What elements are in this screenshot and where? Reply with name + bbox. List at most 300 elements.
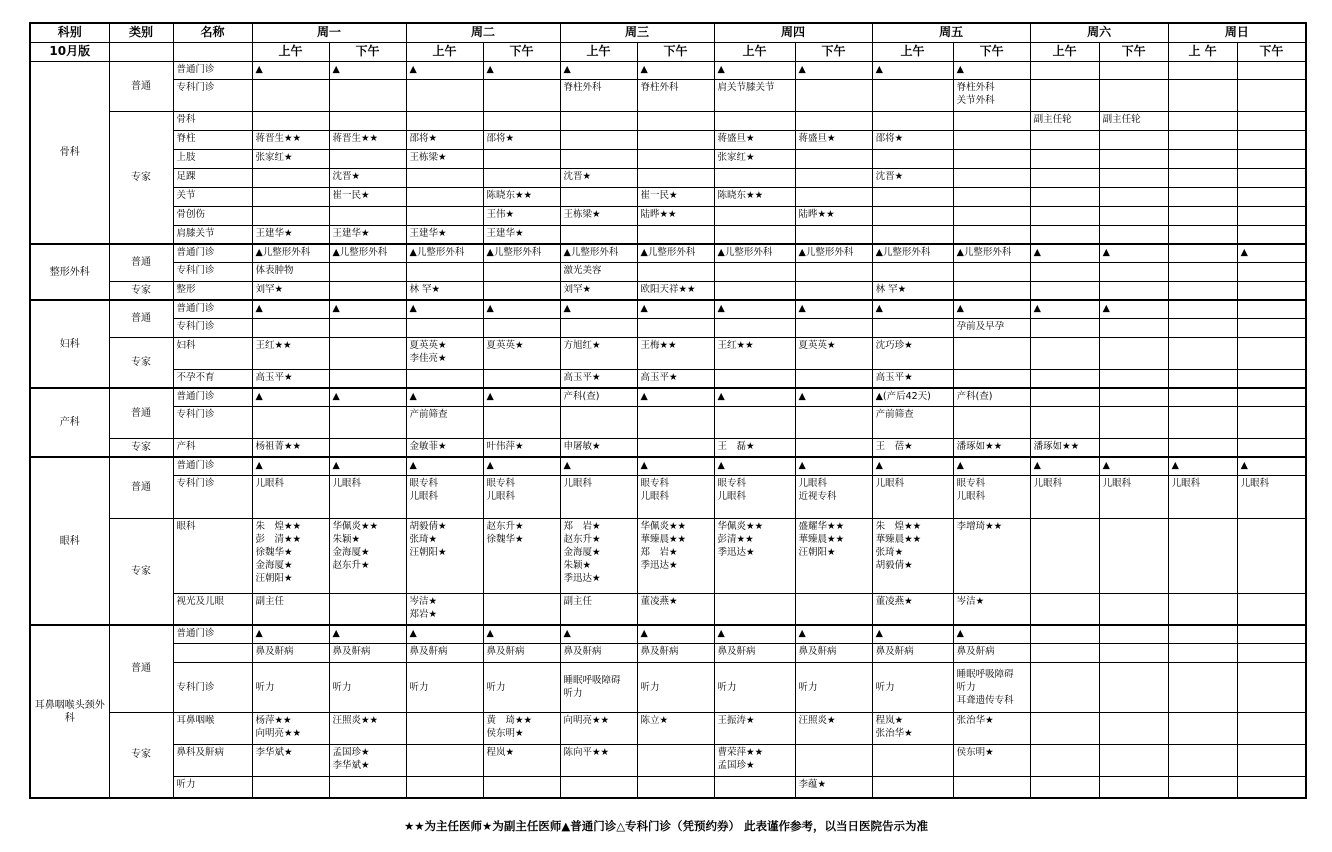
schedule-cell xyxy=(406,187,483,206)
schedule-cell xyxy=(953,225,1030,244)
schedule-cell xyxy=(953,776,1030,798)
day-header-wed: 周三 xyxy=(560,23,714,42)
schedule-cell: 沈晋★ xyxy=(329,168,406,187)
schedule-cell: 产前筛查 xyxy=(872,406,953,438)
schedule-cell xyxy=(1099,643,1168,662)
clinic-name-cell: 专科门诊 xyxy=(173,406,252,438)
schedule-cell xyxy=(1030,168,1099,187)
schedule-cell xyxy=(1237,262,1306,281)
half-header: 上午 xyxy=(872,42,953,61)
schedule-cell: 林 罕★ xyxy=(872,281,953,300)
schedule-cell: 沈晋★ xyxy=(560,168,637,187)
schedule-cell: ▲儿整形外科 xyxy=(714,244,795,262)
schedule-row xyxy=(30,369,1306,388)
schedule-cell xyxy=(1099,337,1168,369)
schedule-cell: 产前筛查 xyxy=(406,406,483,438)
day-header-fri: 周五 xyxy=(872,23,1030,42)
schedule-cell xyxy=(795,406,872,438)
category-cell: 专家 xyxy=(109,337,173,388)
schedule-row xyxy=(30,643,1306,662)
schedule-cell xyxy=(637,262,714,281)
schedule-cell xyxy=(560,149,637,168)
schedule-cell: 脊柱外科 xyxy=(560,79,637,111)
schedule-cell: 林 罕★ xyxy=(406,281,483,300)
schedule-row xyxy=(30,438,1306,457)
schedule-cell: 鼻及鼾病 xyxy=(637,643,714,662)
clinic-name-cell: 听力 xyxy=(173,776,252,798)
half-header: 下午 xyxy=(795,42,872,61)
schedule-cell: 听力 xyxy=(872,662,953,712)
schedule-cell xyxy=(637,149,714,168)
schedule-cell: 睡眠呼吸障碍 听力 xyxy=(560,662,637,712)
schedule-cell xyxy=(637,406,714,438)
schedule-cell xyxy=(1237,168,1306,187)
clinic-name-cell: 产科 xyxy=(173,438,252,457)
schedule-cell xyxy=(637,318,714,337)
schedule-row xyxy=(30,281,1306,300)
schedule-cell xyxy=(483,369,560,388)
schedule-cell: 王伟★ xyxy=(483,206,560,225)
schedule-cell: 华佩炎★★ 朱颖★ 金海厦★ 赵东升★ xyxy=(329,518,406,593)
schedule-cell xyxy=(483,406,560,438)
schedule-cell xyxy=(1030,593,1099,625)
schedule-cell xyxy=(1237,776,1306,798)
clinic-name-cell: 关节 xyxy=(173,187,252,206)
schedule-cell: 眼专科 儿眼科 xyxy=(406,475,483,518)
schedule-cell: 王梅★★ xyxy=(637,337,714,369)
half-header: 上午 xyxy=(252,42,329,61)
schedule-cell xyxy=(795,438,872,457)
schedule-cell xyxy=(637,744,714,776)
schedule-cell: 高玉平★ xyxy=(560,369,637,388)
schedule-cell: 曹荣萍★★ 孟国珍★ xyxy=(714,744,795,776)
schedule-cell xyxy=(1168,369,1237,388)
schedule-cell xyxy=(1237,187,1306,206)
schedule-row xyxy=(30,225,1306,244)
schedule-cell xyxy=(714,776,795,798)
schedule-row xyxy=(30,776,1306,798)
half-header: 上午 xyxy=(714,42,795,61)
schedule-cell: 王红★★ xyxy=(714,337,795,369)
schedule-row xyxy=(30,244,1306,262)
schedule-cell: 陆晔★★ xyxy=(637,206,714,225)
schedule-cell: ▲ xyxy=(953,625,1030,643)
schedule-cell: 儿眼科 xyxy=(1099,475,1168,518)
schedule-cell xyxy=(1168,406,1237,438)
schedule-cell xyxy=(795,225,872,244)
department-cell: 耳鼻咽喉头颈外科 xyxy=(30,625,109,798)
schedule-cell xyxy=(1168,662,1237,712)
schedule-cell xyxy=(1099,593,1168,625)
schedule-cell: 儿眼科 近视专科 xyxy=(795,475,872,518)
schedule-cell xyxy=(1237,79,1306,111)
schedule-cell xyxy=(1030,369,1099,388)
schedule-cell xyxy=(1168,111,1237,130)
schedule-cell xyxy=(1030,79,1099,111)
schedule-cell xyxy=(560,187,637,206)
schedule-table xyxy=(29,22,1307,799)
schedule-body xyxy=(30,23,1306,798)
schedule-cell: ▲儿整形外科 xyxy=(872,244,953,262)
schedule-cell: 孟国珍★ 李华斌★ xyxy=(329,744,406,776)
schedule-cell xyxy=(795,168,872,187)
schedule-cell xyxy=(329,776,406,798)
category-cell: 专家 xyxy=(109,712,173,798)
schedule-cell: ▲ xyxy=(637,625,714,643)
department-cell: 产科 xyxy=(30,388,109,457)
header-row-halves xyxy=(30,42,1306,61)
schedule-cell: 崔一民★ xyxy=(329,187,406,206)
schedule-cell: 邵将★ xyxy=(483,130,560,149)
schedule-cell xyxy=(953,168,1030,187)
schedule-cell: ▲ xyxy=(329,625,406,643)
schedule-cell xyxy=(1168,318,1237,337)
schedule-cell xyxy=(483,149,560,168)
schedule-cell: 叶伟萍★ xyxy=(483,438,560,457)
schedule-cell: 王 磊★ xyxy=(714,438,795,457)
schedule-cell xyxy=(329,111,406,130)
schedule-cell: ▲ xyxy=(714,61,795,79)
schedule-row xyxy=(30,79,1306,111)
department-cell: 整形外科 xyxy=(30,244,109,300)
schedule-cell xyxy=(953,281,1030,300)
schedule-cell xyxy=(1237,337,1306,369)
schedule-cell xyxy=(872,318,953,337)
schedule-cell: 黄 琦★★ 侯东明★ xyxy=(483,712,560,744)
schedule-cell xyxy=(1099,712,1168,744)
schedule-cell xyxy=(795,79,872,111)
schedule-cell xyxy=(795,369,872,388)
schedule-cell xyxy=(1168,337,1237,369)
schedule-cell xyxy=(1237,388,1306,406)
schedule-cell xyxy=(483,111,560,130)
schedule-cell: 程岚★ 张治华★ xyxy=(872,712,953,744)
schedule-cell: 汪照炎★ xyxy=(795,712,872,744)
schedule-cell xyxy=(637,225,714,244)
schedule-cell: ▲ xyxy=(795,388,872,406)
category-cell: 专家 xyxy=(109,438,173,457)
schedule-cell xyxy=(252,168,329,187)
schedule-cell: 鼻及鼾病 xyxy=(953,643,1030,662)
schedule-cell: ▲ xyxy=(406,388,483,406)
blank-header-cell xyxy=(109,42,173,61)
schedule-cell: ▲儿整形外科 xyxy=(252,244,329,262)
schedule-cell xyxy=(1099,625,1168,643)
schedule-cell: 岑洁★ xyxy=(953,593,1030,625)
schedule-cell xyxy=(795,149,872,168)
schedule-cell: ▲ xyxy=(637,457,714,475)
schedule-cell xyxy=(1237,206,1306,225)
schedule-cell: ▲ xyxy=(483,457,560,475)
schedule-cell xyxy=(795,262,872,281)
schedule-cell: 听力 xyxy=(714,662,795,712)
schedule-cell xyxy=(637,438,714,457)
schedule-cell xyxy=(714,369,795,388)
schedule-cell xyxy=(483,593,560,625)
clinic-name-cell: 耳鼻咽喉 xyxy=(173,712,252,744)
schedule-cell xyxy=(406,111,483,130)
schedule-cell xyxy=(1168,168,1237,187)
schedule-cell: ▲ xyxy=(1099,244,1168,262)
clinic-name-cell: 鼻科及鼾病 xyxy=(173,744,252,776)
schedule-cell: 夏英英★ xyxy=(795,337,872,369)
schedule-cell xyxy=(1168,187,1237,206)
schedule-cell: ▲ xyxy=(483,388,560,406)
schedule-cell xyxy=(483,168,560,187)
schedule-row xyxy=(30,625,1306,643)
schedule-cell: ▲ xyxy=(795,61,872,79)
schedule-cell xyxy=(252,187,329,206)
schedule-cell: 儿眼科 xyxy=(560,475,637,518)
clinic-name-cell: 专科门诊 xyxy=(173,662,252,712)
schedule-cell: ▲ xyxy=(1099,457,1168,475)
schedule-cell xyxy=(406,262,483,281)
clinic-name-cell: 不孕不育 xyxy=(173,369,252,388)
schedule-cell: ▲ xyxy=(1168,457,1237,475)
schedule-cell: 眼专科 儿眼科 xyxy=(483,475,560,518)
clinic-name-cell: 上肢 xyxy=(173,149,252,168)
schedule-cell xyxy=(953,130,1030,149)
schedule-cell xyxy=(795,318,872,337)
department-cell: 眼科 xyxy=(30,457,109,625)
schedule-cell: 激光美容 xyxy=(560,262,637,281)
category-cell: 普通 xyxy=(109,61,173,111)
schedule-cell xyxy=(714,318,795,337)
schedule-cell: 脊柱外科 xyxy=(637,79,714,111)
clinic-name-cell: 普通门诊 xyxy=(173,61,252,79)
schedule-cell xyxy=(1030,61,1099,79)
schedule-cell xyxy=(1030,262,1099,281)
schedule-cell: ▲ xyxy=(1030,457,1099,475)
schedule-cell: ▲儿整形外科 xyxy=(953,244,1030,262)
half-header: 下午 xyxy=(1237,42,1306,61)
schedule-cell: ▲ xyxy=(483,61,560,79)
schedule-cell: ▲ xyxy=(1030,300,1099,318)
schedule-cell xyxy=(1168,643,1237,662)
schedule-cell: 眼专科 儿眼科 xyxy=(953,475,1030,518)
clinic-name-cell: 骨科 xyxy=(173,111,252,130)
schedule-cell xyxy=(637,776,714,798)
clinic-name-cell: 脊柱 xyxy=(173,130,252,149)
schedule-cell xyxy=(329,79,406,111)
schedule-cell: 夏英英★ 李佳亮★ xyxy=(406,337,483,369)
schedule-cell xyxy=(1099,662,1168,712)
schedule-cell: ▲ xyxy=(637,300,714,318)
schedule-cell: 副主任 xyxy=(252,593,329,625)
schedule-cell xyxy=(252,318,329,337)
schedule-cell: 高玉平★ xyxy=(637,369,714,388)
schedule-cell: 副主任 xyxy=(560,593,637,625)
clinic-name-cell: 普通门诊 xyxy=(173,244,252,262)
schedule-cell xyxy=(1030,337,1099,369)
schedule-row xyxy=(30,662,1306,712)
schedule-cell: 儿眼科 xyxy=(329,475,406,518)
schedule-cell: ▲ xyxy=(329,300,406,318)
schedule-cell xyxy=(1099,281,1168,300)
schedule-cell: 胡毅倩★ 张琦★ 汪朝阳★ xyxy=(406,518,483,593)
schedule-cell: ▲儿整形外科 xyxy=(483,244,560,262)
schedule-cell xyxy=(1030,406,1099,438)
schedule-row xyxy=(30,61,1306,79)
schedule-cell: 邵将★ xyxy=(872,130,953,149)
half-header: 下午 xyxy=(483,42,560,61)
clinic-name-cell: 普通门诊 xyxy=(173,457,252,475)
schedule-row xyxy=(30,337,1306,369)
schedule-row xyxy=(30,149,1306,168)
schedule-row xyxy=(30,406,1306,438)
schedule-cell xyxy=(953,206,1030,225)
schedule-cell xyxy=(329,262,406,281)
schedule-cell xyxy=(637,168,714,187)
schedule-cell xyxy=(953,187,1030,206)
schedule-row xyxy=(30,168,1306,187)
schedule-cell: ▲ xyxy=(953,61,1030,79)
schedule-cell xyxy=(560,776,637,798)
schedule-cell xyxy=(252,79,329,111)
schedule-cell: 李蕴★ xyxy=(795,776,872,798)
schedule-cell xyxy=(1099,406,1168,438)
schedule-cell xyxy=(329,281,406,300)
schedule-row xyxy=(30,518,1306,593)
schedule-cell: 鼻及鼾病 xyxy=(872,643,953,662)
schedule-cell: 王建华★ xyxy=(252,225,329,244)
half-header: 下午 xyxy=(637,42,714,61)
clinic-name-cell: 整形 xyxy=(173,281,252,300)
schedule-cell: 陈立★ xyxy=(637,712,714,744)
schedule-cell xyxy=(1030,518,1099,593)
category-cell: 普通 xyxy=(109,300,173,337)
schedule-cell xyxy=(953,337,1030,369)
schedule-cell xyxy=(1099,776,1168,798)
clinic-name-cell: 骨创伤 xyxy=(173,206,252,225)
schedule-cell: 王振涛★ xyxy=(714,712,795,744)
schedule-cell: ▲ xyxy=(560,457,637,475)
schedule-cell: ▲ xyxy=(560,61,637,79)
schedule-cell xyxy=(1099,61,1168,79)
category-cell: 专家 xyxy=(109,281,173,300)
clinic-name-cell: 普通门诊 xyxy=(173,388,252,406)
schedule-cell xyxy=(1099,438,1168,457)
schedule-cell xyxy=(1030,187,1099,206)
blank-header-cell xyxy=(173,42,252,61)
schedule-cell: 陈晓东★★ xyxy=(483,187,560,206)
schedule-cell: 潘琢如★★ xyxy=(1030,438,1099,457)
schedule-cell: ▲ xyxy=(252,300,329,318)
schedule-cell xyxy=(483,318,560,337)
schedule-row xyxy=(30,475,1306,518)
schedule-cell: 王建华★ xyxy=(406,225,483,244)
schedule-cell: 孕前及早孕 xyxy=(953,318,1030,337)
schedule-cell xyxy=(406,79,483,111)
schedule-cell xyxy=(953,149,1030,168)
schedule-cell: ▲ xyxy=(1099,300,1168,318)
schedule-cell xyxy=(329,337,406,369)
schedule-cell xyxy=(1030,206,1099,225)
schedule-cell xyxy=(406,318,483,337)
schedule-row xyxy=(30,300,1306,318)
schedule-cell: ▲ xyxy=(560,300,637,318)
schedule-cell xyxy=(1030,662,1099,712)
schedule-cell xyxy=(1030,130,1099,149)
half-header: 上 午 xyxy=(1168,42,1237,61)
schedule-cell: 王建华★ xyxy=(483,225,560,244)
schedule-cell: 夏英英★ xyxy=(483,337,560,369)
schedule-row xyxy=(30,388,1306,406)
category-cell: 普通 xyxy=(109,388,173,438)
schedule-cell xyxy=(329,318,406,337)
schedule-cell: 沈巧珍★ xyxy=(872,337,953,369)
schedule-cell xyxy=(714,111,795,130)
schedule-cell: ▲ xyxy=(872,300,953,318)
schedule-cell xyxy=(872,111,953,130)
schedule-cell xyxy=(1237,225,1306,244)
half-header: 下午 xyxy=(953,42,1030,61)
schedule-cell: 蒋盛旦★ xyxy=(714,130,795,149)
schedule-cell xyxy=(1168,518,1237,593)
schedule-cell xyxy=(1099,388,1168,406)
schedule-cell: 鼻及鼾病 xyxy=(329,643,406,662)
clinic-name-cell: 专科门诊 xyxy=(173,79,252,111)
schedule-cell: 朱 煌★★ 彭 清★★ 徐魏华★ 金海厦★ 汪朝阳★ xyxy=(252,518,329,593)
schedule-cell xyxy=(1237,662,1306,712)
schedule-cell xyxy=(483,776,560,798)
schedule-cell xyxy=(872,187,953,206)
schedule-cell xyxy=(1237,406,1306,438)
clinic-name-cell: 足踝 xyxy=(173,168,252,187)
schedule-cell xyxy=(1237,593,1306,625)
schedule-cell xyxy=(1099,149,1168,168)
schedule-cell: ▲ xyxy=(252,61,329,79)
schedule-cell: 高玉平★ xyxy=(252,369,329,388)
schedule-cell xyxy=(560,130,637,149)
category-cell: 普通 xyxy=(109,457,173,518)
clinic-name-cell: 专科门诊 xyxy=(173,262,252,281)
schedule-cell xyxy=(483,281,560,300)
schedule-cell xyxy=(329,149,406,168)
schedule-cell xyxy=(1237,518,1306,593)
schedule-cell: ▲ xyxy=(872,457,953,475)
schedule-cell: ▲ xyxy=(637,388,714,406)
schedule-cell xyxy=(1237,438,1306,457)
schedule-cell xyxy=(1168,206,1237,225)
schedule-row xyxy=(30,206,1306,225)
schedule-cell xyxy=(795,593,872,625)
schedule-cell xyxy=(560,406,637,438)
schedule-cell: ▲ xyxy=(252,388,329,406)
schedule-cell xyxy=(1237,712,1306,744)
schedule-cell xyxy=(329,438,406,457)
schedule-cell: ▲ xyxy=(795,457,872,475)
schedule-cell: 儿眼科 xyxy=(252,475,329,518)
schedule-cell xyxy=(1237,61,1306,79)
schedule-cell: 盛耀华★★ 華臻晨★★ 汪朝阳★ xyxy=(795,518,872,593)
schedule-cell: 刘罕★ xyxy=(252,281,329,300)
schedule-cell: 崔一民★ xyxy=(637,187,714,206)
schedule-cell xyxy=(872,149,953,168)
schedule-cell: 金敏菲★ xyxy=(406,438,483,457)
schedule-cell: 儿眼科 xyxy=(1237,475,1306,518)
schedule-cell: 听力 xyxy=(637,662,714,712)
schedule-cell: 王建华★ xyxy=(329,225,406,244)
schedule-cell: 鼻及鼾病 xyxy=(252,643,329,662)
schedule-cell: 鼻及鼾病 xyxy=(483,643,560,662)
schedule-cell: ▲ xyxy=(714,300,795,318)
schedule-cell xyxy=(1237,300,1306,318)
schedule-cell: 陈向平★★ xyxy=(560,744,637,776)
schedule-cell: 听力 xyxy=(483,662,560,712)
schedule-cell: 李华斌★ xyxy=(252,744,329,776)
schedule-cell xyxy=(1030,225,1099,244)
